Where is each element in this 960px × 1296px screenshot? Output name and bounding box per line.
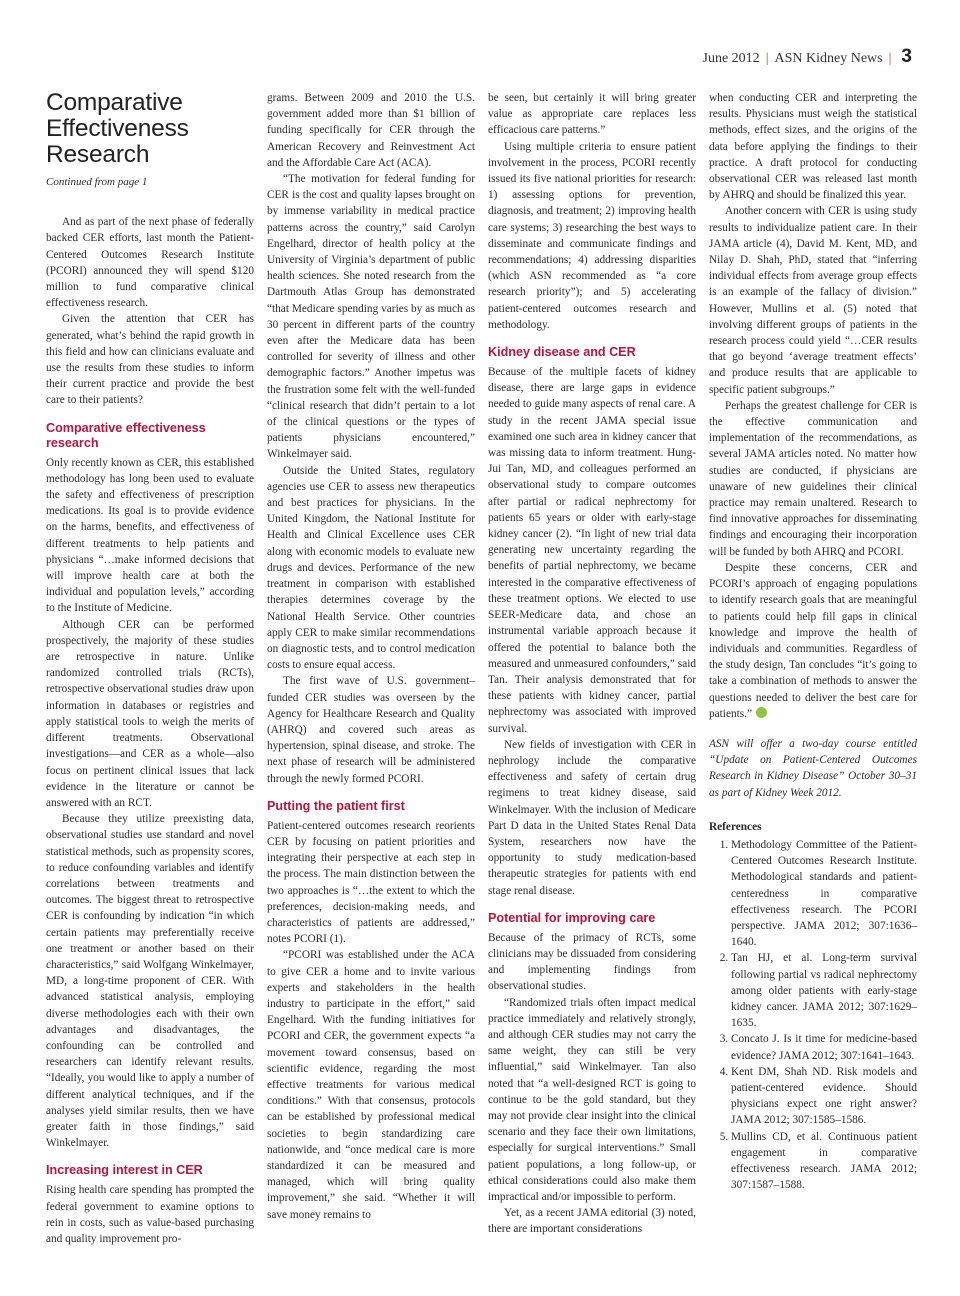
- header-separator: |: [888, 51, 892, 66]
- paragraph-text: Despite these concerns, CER and PCORI’s approach of engaging populations to identify research goals that are meaningful to patients could help fill gaps in clinical knowledge and improve the health of individuals and communities. Regardless of the study design, Tan concludes “it’s going to take a combination of methods to answer the questions needed to deliver the best care for patients.”: [709, 561, 917, 720]
- paragraph: The first wave of U.S. government–funded CER studies was overseen by the Agency for Healthcare Research and Quality (AHRQ) and covered such areas as hypertension, spinal disease, and stroke. The next phase of research will be administered through the newly formed PCORI.: [267, 675, 475, 785]
- paragraph: Yet, as a recent JAMA editorial (3) noted, there are important considerations: [488, 1207, 696, 1236]
- paragraph: “The motivation for federal funding for CER is the cost and quality lapses brought on by immense variability in medical practice patterns across the country,” said Carolyn Engelhard, director of health policy at the University of Virginia’s department of public health sciences. She noted research from the Dartmouth Atlas Group has demonstrated “that Medicare spending varies by as much as 30 percent in different parts of the country even after the Medicare data has been controlled for severity of illness and other demographic factors.” Another impetus was the frustration some felt with the well-funded “clinical research that didn’t pertain to a lot of the clinical questions or the types of patients physicians encountered,” Winkelmayer said.: [267, 173, 475, 461]
- paragraph: Rising health care spending has prompted the federal government to examine options to rein in costs, such as value-based purchasing and quality improvement pro-: [46, 1184, 254, 1245]
- reference-item: 1. Methodology Committee of the Patient-Centered Outcomes Research Institute. Methodological standards and patient-centeredness in comparative effectiveness research. The PCORI perspective. JAMA 2012; 307:1636–1640.: [731, 837, 917, 950]
- references-list: [709, 837, 917, 1193]
- paragraph: Perhaps the greatest challenge for CER is the effective communication and implementation of the recommendations, as several JAMA articles noted. No matter how studies are conducted, if physicians are unaware of new guidelines their clinical practice may remain unaltered. Research to find innovative approaches for disseminating findings and encouraging their incorporation will be funded by both AHRQ and PCORI.: [709, 399, 917, 558]
- paragraph: “PCORI was established under the ACA to give CER a home and to invite various experts and stakeholders in the health industry to participate in the effort,” said Engelhard. With the funding initiatives for PCORI and CER, the government expects “a movement toward consensus, based on scientific evidence, regarding the most effective treatments for various medical conditions.” With that consensus, protocols can be established by professional medical societies to begin standardizing care nationwide, and “once medical care is more standardized it can be measured and managed, which will bring quality improvement,” she said. “Whether it will save money remains to: [267, 949, 475, 1221]
- section-heading: Potential for improving care: [488, 910, 656, 925]
- reference-item: 4. Kent DM, Shah ND. Risk models and patient-centered evidence. Should physicians expect one right answer? JAMA 2012; 307:1585–1586.: [731, 1064, 917, 1129]
- paragraph: [709, 560, 917, 722]
- references-heading: References: [709, 820, 762, 833]
- column-2: [267, 90, 475, 1223]
- paragraph: Because of the primacy of RCTs, some clinicians may be dissuaded from considering and implementing findings from observational studies.: [488, 931, 696, 993]
- paragraph: Because they utilize preexisting data, observational studies use standard and novel statistical methods, such as propensity scores, to reduce confounding variables and identify correlations between treatments and outcomes. The biggest threat to retrospective CER is confounding by indication “in which certain patients may preferentially receive one treatment or another based on their characteristics,” said Wolfgang Winkelmayer, MD, a long-time proponent of CER. With advanced statistical analysis, employing diverse methodologies each with their own advantages and disadvantages, the confounding can be controlled and researchers can identify relevant results. “Ideally, you would like to apply a number of different analytical techniques, and if the analyses yield similar results, then we have greater faith in those findings,” said Winkelmayer.: [46, 813, 254, 1150]
- section-heading: Kidney disease and CER: [488, 345, 636, 360]
- paragraph: Because of the multiple facets of kidney disease, there are large gaps in evidence needed to guide many aspects of renal care. A study in the recent JAMA special issue examined one such area in kidney cancer that was missing data to inform treatment. Hung-Jui Tan, MD, and colleagues performed an observational study to compare outcomes after partial or radical nephrectomy for patients 65 years or older with early-stage kidney cancer (2). “In light of new trial data generating new uncertainty regarding the benefits of partial nephrectomy, we became interested in the comparative effectiveness of these treatment options. We elected to use SEER-Medicare data, and chose an instrumental variable approach because it offered the potential to balance both the measured and unmeasured confounders,” said Tan. Their analysis demonstrated that for these patients with kidney cancer, partial nephrectomy was associated with improved survival.: [488, 366, 696, 735]
- page-number: 3: [901, 46, 912, 67]
- paragraph: Using multiple criteria to ensure patient involvement in the process, PCORI recently issued its five national priorities for research: 1) assessing options for prevention, diagnosis, and treatment; 2) improving health care systems; 3) researching the best ways to disseminate and communicate findings and recommendations; 4) addressing disparities (which ASN recommended as “a core research priority”); and 5) accelerating patient-centered outcomes research and methodology.: [488, 140, 696, 331]
- page-header: [703, 46, 912, 68]
- reference-item: 2. Tan HJ, et al. Long-term survival following partial vs radical nephrectomy among older patients with early-stage kidney cancer. JAMA 2012; 307:1629–1635.: [731, 950, 917, 1031]
- section-heading: Putting the patient first: [267, 798, 405, 813]
- paragraph: “Randomized trials often impact medical practice immediately and relatively strongly, and although CER studies may not carry the same weight, they can still be very influential,” said Winkelmayer. Tan also noted that “a well-designed RCT is going to continue to be the gold standard, but they may not provide clear insight into the clinical scenario and they face their own limitations, especially for surgical interventions.” Small patient populations, a long follow-up, or ethical considerations could also make them impractical and/or impossible to perform.: [488, 996, 696, 1203]
- column-3: [488, 90, 696, 1238]
- column-4: [709, 90, 917, 1193]
- paragraph: grams. Between 2009 and 2010 the U.S. government added more than $1 billion of funding specifically for CER through the American Recovery and Reinvestment Act and the Affordable Care Act (ACA).: [267, 92, 475, 169]
- paragraph: be seen, but certainly it will bring greater value as appropriate care replaces less efficacious care patterns.”: [488, 92, 696, 137]
- continued-note: Continued from page 1: [46, 176, 148, 188]
- issue-date: June 2012: [702, 51, 760, 66]
- course-note: ASN will offer a two-day course entitled “Update on Patient-Centered Outcomes Research in Kidney Disease” October 30–31 as part of Kidney Week 2012.: [709, 737, 917, 799]
- paragraph: Although CER can be performed prospectively, the majority of these studies are retrospective in nature. Unlike randomized controlled trials (RCTs), retrospective observational studies draw upon information in databases or registries and apply statistical tools to weigh the merits of different treatments. Observational investigations—and CER as a whole—also focus on pertinent clinical issues that lack evidence in the literature or cannot be answered with an RCT.: [46, 618, 254, 809]
- paragraph: Patient-centered outcomes research reorients CER by focusing on patient priorities and integrating their perspective at each step in the process. The main distinction between the two approaches is “…the extent to which the preferences, decision-making needs, and characteristics of patients are addressed,” notes PCORI (1).: [267, 819, 475, 946]
- section-heading: Increasing interest in CER: [46, 1163, 203, 1178]
- section-heading: Comparative effectiveness research: [46, 420, 206, 450]
- paragraph: And as part of the next phase of federally backed CER efforts, last month the Patient-Centered Outcomes Research Institute (PCORI) announced they will spend $120 million to fund comparative clinical effectiveness research.: [46, 216, 254, 310]
- end-of-article-icon: [756, 707, 767, 718]
- paragraph: Outside the United States, regulatory agencies use CER to assess new therapeutics and best practices for physicians. In the United Kingdom, the National Institute for Health and Clinical Excellence uses CER along with economic models to evaluate new drugs and devices. Performance of the new treatment in comparison with established therapies determines coverage by the National Health Service. Other countries apply CER to make similar recommendations on diagnostic tests, and to control medication costs to ensure equal access.: [267, 464, 475, 672]
- paragraph: New fields of investigation with CER in nephrology include the comparative effectiveness and safety of certain drug regimens to treat kidney disease, said Winkelmayer. With the inclusion of Medicare Part D data in the United States Renal Data System, researchers now have the opportunity to study medication-based therapeutic strategies for patients with end stage renal disease.: [488, 738, 696, 897]
- publication-name: ASN Kidney News: [774, 51, 883, 66]
- paragraph: Given the attention that CER has generated, what’s behind the rapid growth in this field and how can clinicians evaluate and use the results from these studies to inform their current practice and provide the best care to their patients?: [46, 313, 254, 407]
- paragraph: Another concern with CER is using study results to individualize patient care. In their JAMA article (4), David M. Kent, MD, and Nilay D. Shah, PhD, stated that “inferring individual effects from average group effects is an example of the fallacy of division.” However, Mullins et al. (5) noted that involving different groups of patients in the research process could yield “…CER results that go beyond ‘average treatment effects’ and produce results that are applicable to specific patient subgroups.”: [709, 205, 917, 396]
- reference-item: 5. Mullins CD, et al. Continuous patient engagement in comparative effectiveness research. JAMA 2012; 307:1587–1588.: [731, 1129, 917, 1194]
- article-title: Comparative Effectiveness Research: [46, 89, 189, 168]
- reference-item: 3. Concato J. Is it time for medicine-based evidence? JAMA 2012; 307:1641–1643.: [731, 1031, 917, 1063]
- header-separator: |: [765, 51, 769, 66]
- paragraph: when conducting CER and interpreting the results. Physicians must weigh the statistical methods, effect sizes, and the origins of the data before applying the findings to their practice. A draft protocol for conducting observational CER was released last month by AHRQ and should be finalized this year.: [709, 92, 917, 202]
- paragraph: Only recently known as CER, this established methodology has long been used to evaluate the safety and effectiveness of prescription medications. Its goal is to provide evidence on the harms, benefits, and effectiveness of different treatments to help patients and physicians “…make informed decisions that will improve health care at both the individual and population levels,” according to the Institute of Medicine.: [46, 456, 254, 615]
- column-1: [46, 90, 254, 1247]
